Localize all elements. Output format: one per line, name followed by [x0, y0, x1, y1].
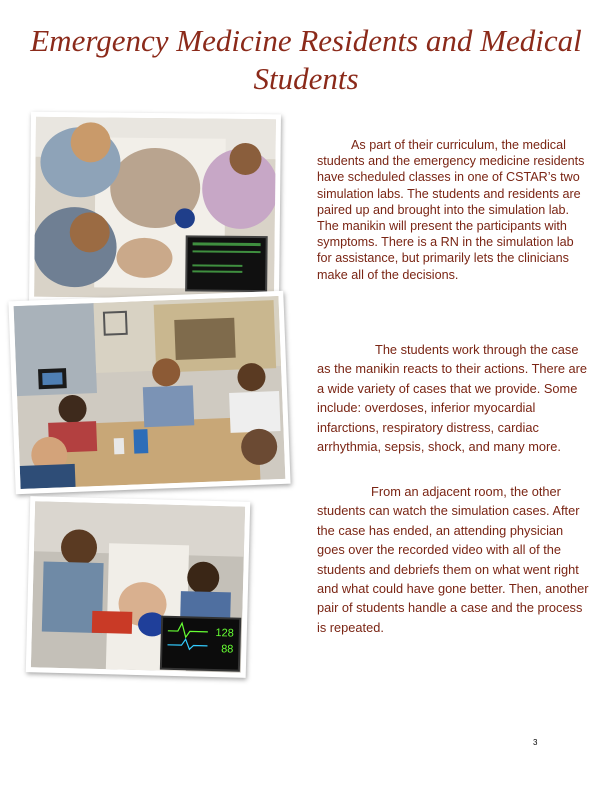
- page-number: 3: [533, 738, 538, 747]
- paragraph-text: From an adjacent room, the other students can watch the simulation cases. After the case has ended, an attending physician goes over the recorded video with all of the students and debriefs them on what went right and what could have gone better. Then, another pair of students handle a case and the process is repeated.: [317, 484, 589, 635]
- page-title: Emergency Medicine Residents and Medical Students: [30, 23, 582, 96]
- debrief-room-photo: [8, 291, 290, 494]
- body-paragraph-3: [317, 482, 589, 637]
- body-paragraph-1: [317, 137, 585, 283]
- paragraph-text: As part of their curriculum, the medical students and the emergency medicine residents have scheduled classes in one of CSTAR’s two simulation labs. The students and residents are paired up and brought into the simulation lab. The manikin will present the participants with symptoms. There is a RN in the simulation lab for assistance, but primarily lets the clinicians make all of the decisions.: [317, 138, 585, 282]
- simulation-photo-overhead: [29, 112, 281, 305]
- paragraph-text: The students work through the case as the manikin reacts to their actions. There are a wide variety of cases that we provide. Some include: overdoses, inferior myocardial infarctions, respiratory distress, cardiac arrhythmia, sepsis, shock, and many more.: [317, 342, 588, 455]
- monitor-heart-rate-readout: 128: [215, 627, 234, 640]
- monitor-spo2-readout: 88: [220, 643, 234, 656]
- manikin-simulation-photo: [26, 496, 251, 678]
- body-paragraph-2: [317, 340, 589, 456]
